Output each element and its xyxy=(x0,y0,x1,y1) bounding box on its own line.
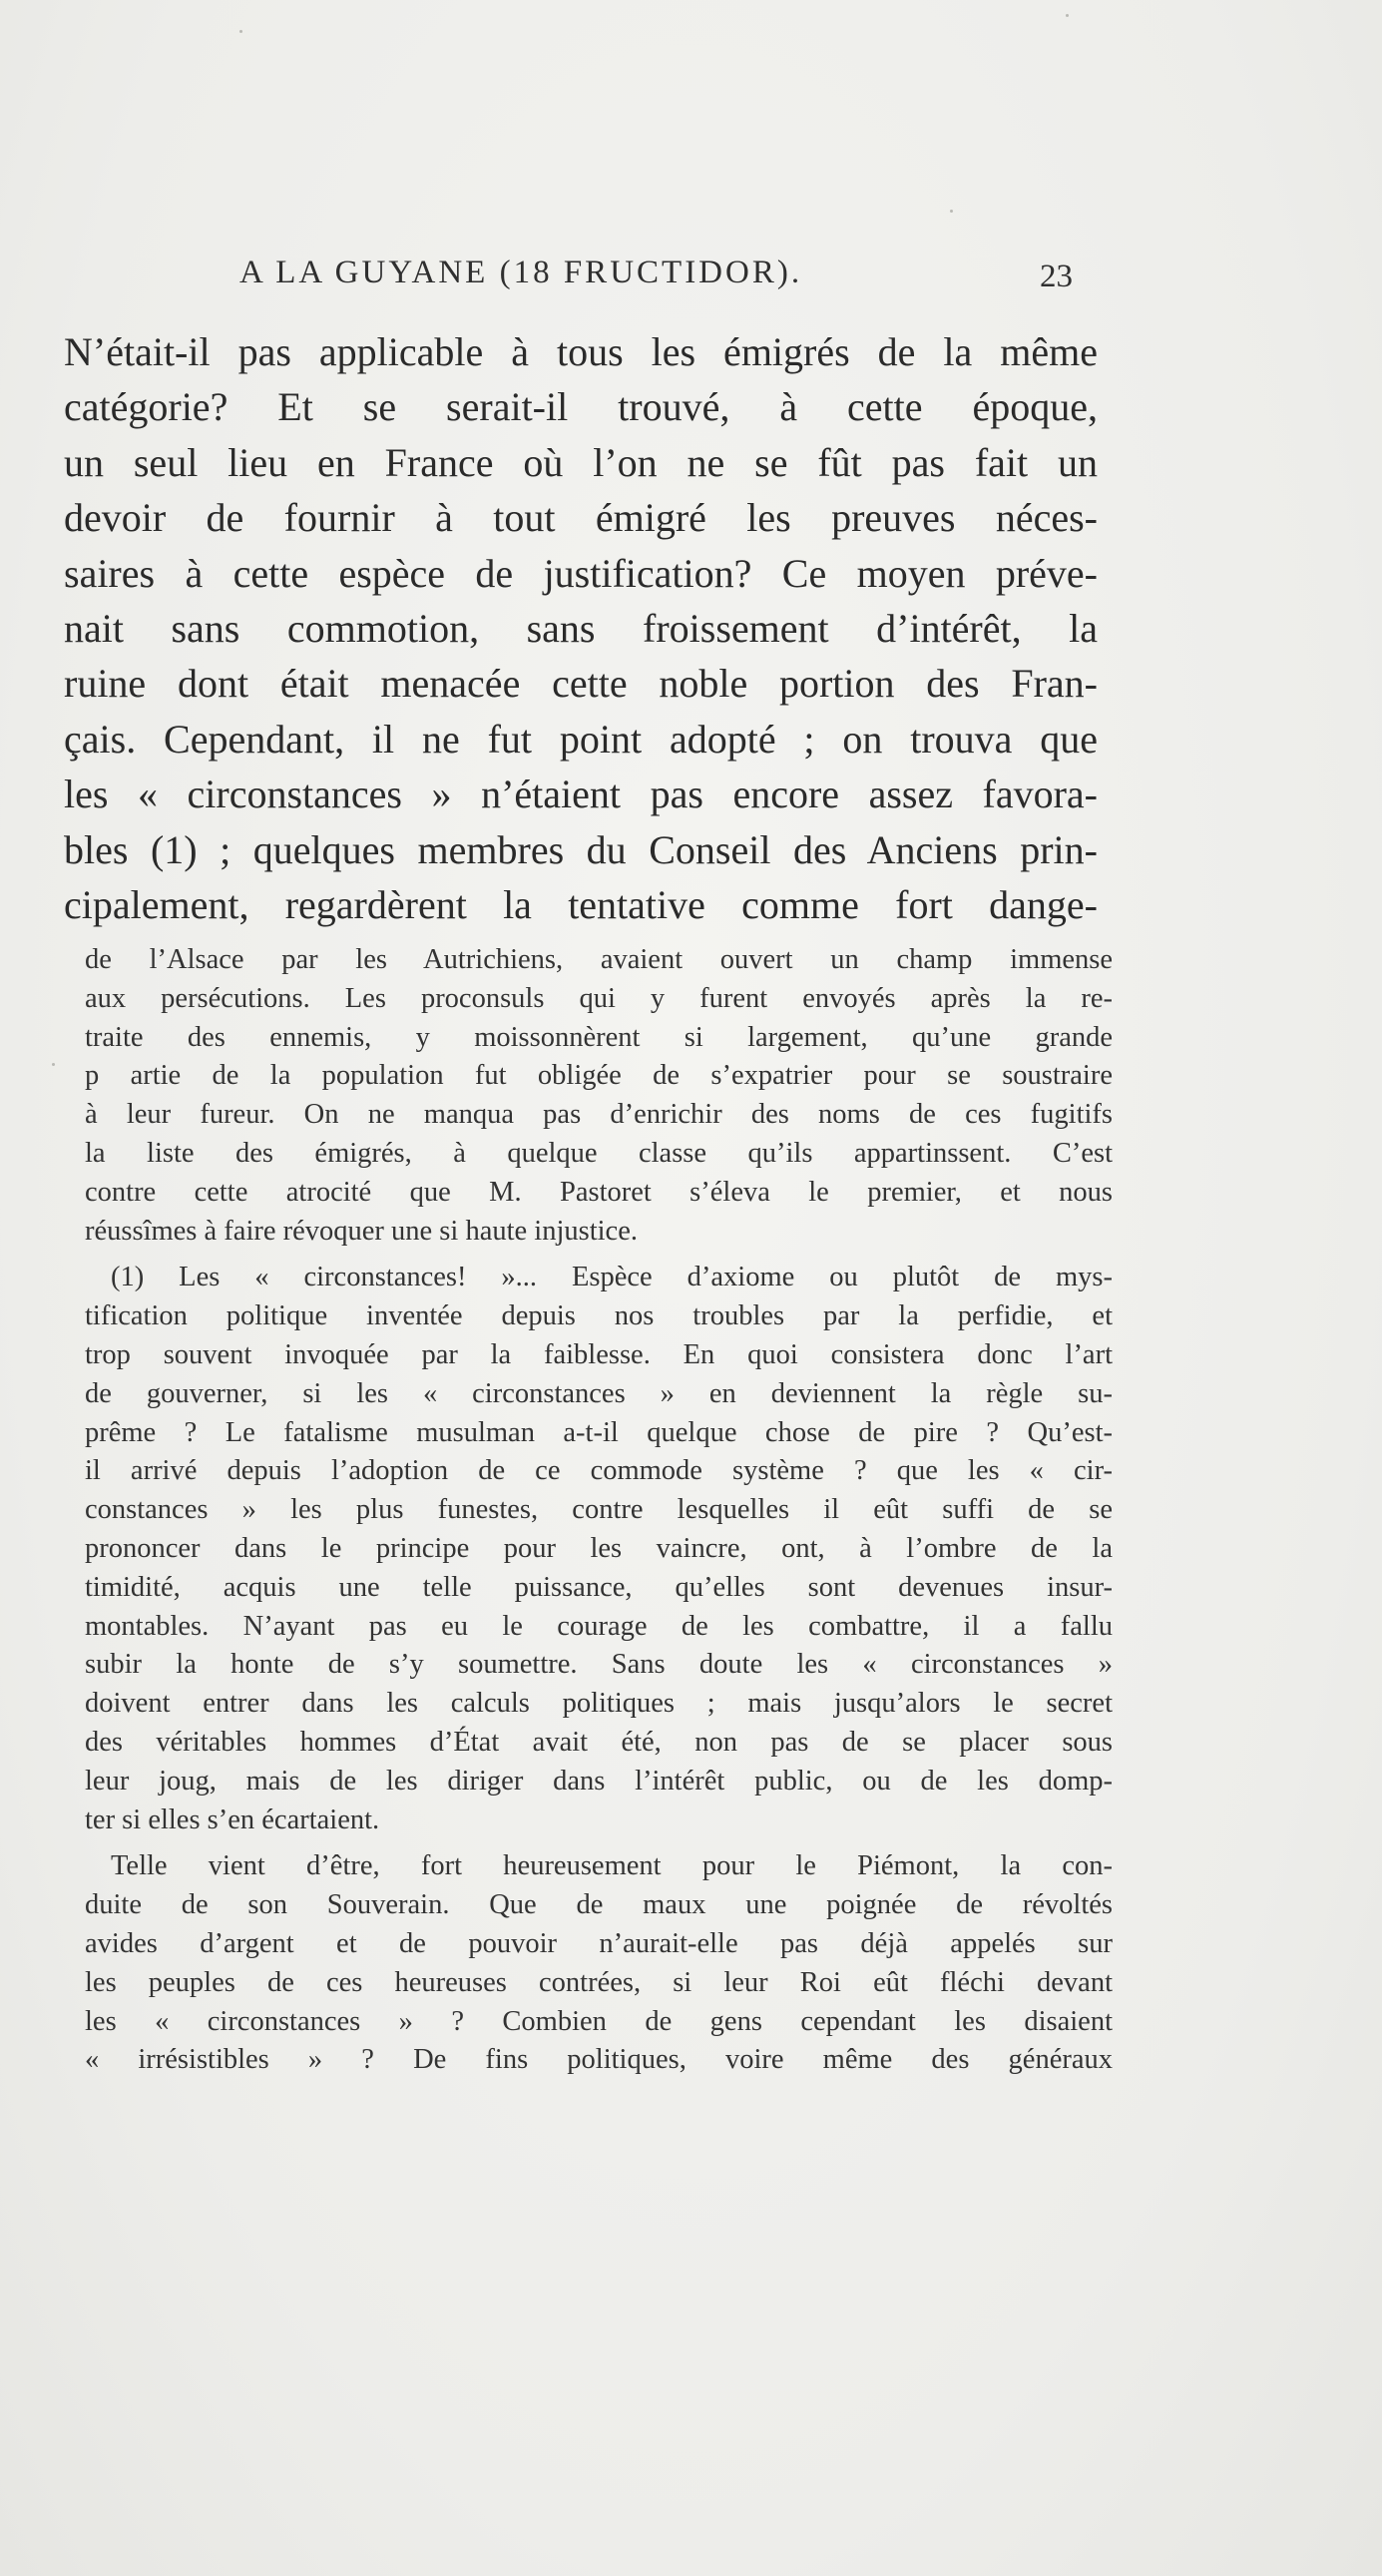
text-line: nait sans commotion, sans froissement d’intérêt, la xyxy=(64,606,1098,652)
footnote-line: leur joug, mais de les diriger dans l’intérêt public, ou de les domp- xyxy=(85,1765,1113,1797)
footnote-line: « irrésistibles » ? De fins politiques, voire même des généraux xyxy=(85,2044,1113,2076)
page-header xyxy=(239,255,1073,302)
footnote-line: la liste des émigrés, à quelque classe qu’ils appartinssent. C’est xyxy=(85,1137,1113,1169)
footnotes xyxy=(85,941,1113,2080)
text-line: cipalement, regardèrent la tentative comme fort dange- xyxy=(64,882,1098,928)
paper-speck xyxy=(950,210,953,213)
footnote-line: de l’Alsace par les Autrichiens, avaient ouvert un champ immense xyxy=(85,944,1113,975)
footnote-line: constances » les plus funestes, contre lesquelles il eût suffi de se xyxy=(85,1494,1113,1526)
text-line: bles (1) ; quelques membres du Conseil des Anciens prin- xyxy=(64,826,1098,872)
text-line: catégorie? Et se serait-il trouvé, à cette époque, xyxy=(64,384,1098,430)
footnote-line: ter si elles s’en écartaient. xyxy=(85,1803,380,1835)
text-line: les « circonstances » n’étaient pas encore assez favora- xyxy=(64,772,1098,817)
text-line: çais. Cependant, il ne fut point adopté ; on trouva que xyxy=(64,716,1098,762)
footnote-line: les peuples de ces heureuses contrées, si leur Roi eût fléchi devant xyxy=(85,1966,1113,1998)
footnote-line: avides d’argent et de pouvoir n’aurait-elle pas déjà appelés sur xyxy=(85,1927,1113,1959)
footnote-line: traite des ennemis, y moissonnèrent si largement, qu’une grande xyxy=(85,1021,1113,1053)
text-line: devoir de fournir à tout émigré les preuves néces- xyxy=(64,495,1098,541)
footnote-line: des véritables hommes d’État avait été, non pas de se placer sous xyxy=(85,1726,1113,1758)
footnote-line: à leur fureur. On ne manqua pas d’enrichir des noms de ces fugitifs xyxy=(85,1099,1113,1131)
paper-speck xyxy=(239,30,242,33)
footnote-line: il arrivé depuis l’adoption de ce commode système ? que les « cir- xyxy=(85,1455,1113,1487)
footnote-line: p artie de la population fut obligée de s’expatrier pour se soustraire xyxy=(85,1060,1113,1092)
footnote-line: subir la honte de s’y soumettre. Sans doute les « circonstances » xyxy=(85,1649,1113,1681)
footnote-line: Telle vient d’être, fort heureusement pour le Piémont, la con- xyxy=(111,1850,1113,1882)
text-line: N’était-il pas applicable à tous les émigrés de la même xyxy=(64,329,1098,374)
footnote-line: trop souvent invoquée par la faiblesse. En quoi consistera donc l’art xyxy=(85,1338,1113,1370)
text-line: saires à cette espèce de justification? Ce moyen préve- xyxy=(64,550,1098,596)
footnote-continuation xyxy=(85,941,1113,1251)
footnote-line: prononcer dans le principe pour les vaincre, ont, à l’ombre de la xyxy=(85,1532,1113,1564)
page-number: 23 xyxy=(1040,258,1073,294)
footnote-line: timidité, acquis une telle puissance, qu’elles sont devenues insur- xyxy=(85,1571,1113,1603)
footnote-line: aux persécutions. Les proconsuls qui y furent envoyés après la re- xyxy=(85,982,1113,1014)
text-line: un seul lieu en France où l’on ne se fût pas fait un xyxy=(64,439,1098,485)
footnote-line: contre cette atrocité que M. Pastoret s’éleva le premier, et nous xyxy=(85,1176,1113,1208)
footnote-line: réussîmes à faire révoquer une si haute injustice. xyxy=(85,1215,638,1247)
footnote-line: montables. N’ayant pas eu le courage de les combattre, il a fallu xyxy=(85,1610,1113,1642)
footnote-line: les « circonstances » ? Combien de gens cependant les disaient xyxy=(85,2005,1113,2037)
paper-speck xyxy=(52,1063,55,1066)
footnote-line: (1) Les « circonstances! »... Espèce d’axiome ou plutôt de mys- xyxy=(111,1262,1113,1293)
paper-speck xyxy=(1066,14,1069,17)
footnote-line: doivent entrer dans les calculs politiques ; mais jusqu’alors le secret xyxy=(85,1688,1113,1720)
footnote-1-continued xyxy=(85,1847,1113,2080)
footnote-1 xyxy=(85,1259,1113,1839)
footnote-line: tification politique inventée depuis nos troubles par la perfidie, et xyxy=(85,1300,1113,1332)
text-line: ruine dont était menacée cette noble portion des Fran- xyxy=(64,661,1098,707)
footnote-line: prême ? Le fatalisme musulman a-t-il quelque chose de pire ? Qu’est- xyxy=(85,1416,1113,1448)
footnote-line: duite de son Souverain. Que de maux une poignée de révoltés xyxy=(85,1889,1113,1921)
main-text xyxy=(64,324,1098,932)
footnote-line: de gouverner, si les « circonstances » en deviennent la règle su- xyxy=(85,1377,1113,1409)
running-title: A LA GUYANE (18 FRUCTIDOR). xyxy=(239,255,803,290)
